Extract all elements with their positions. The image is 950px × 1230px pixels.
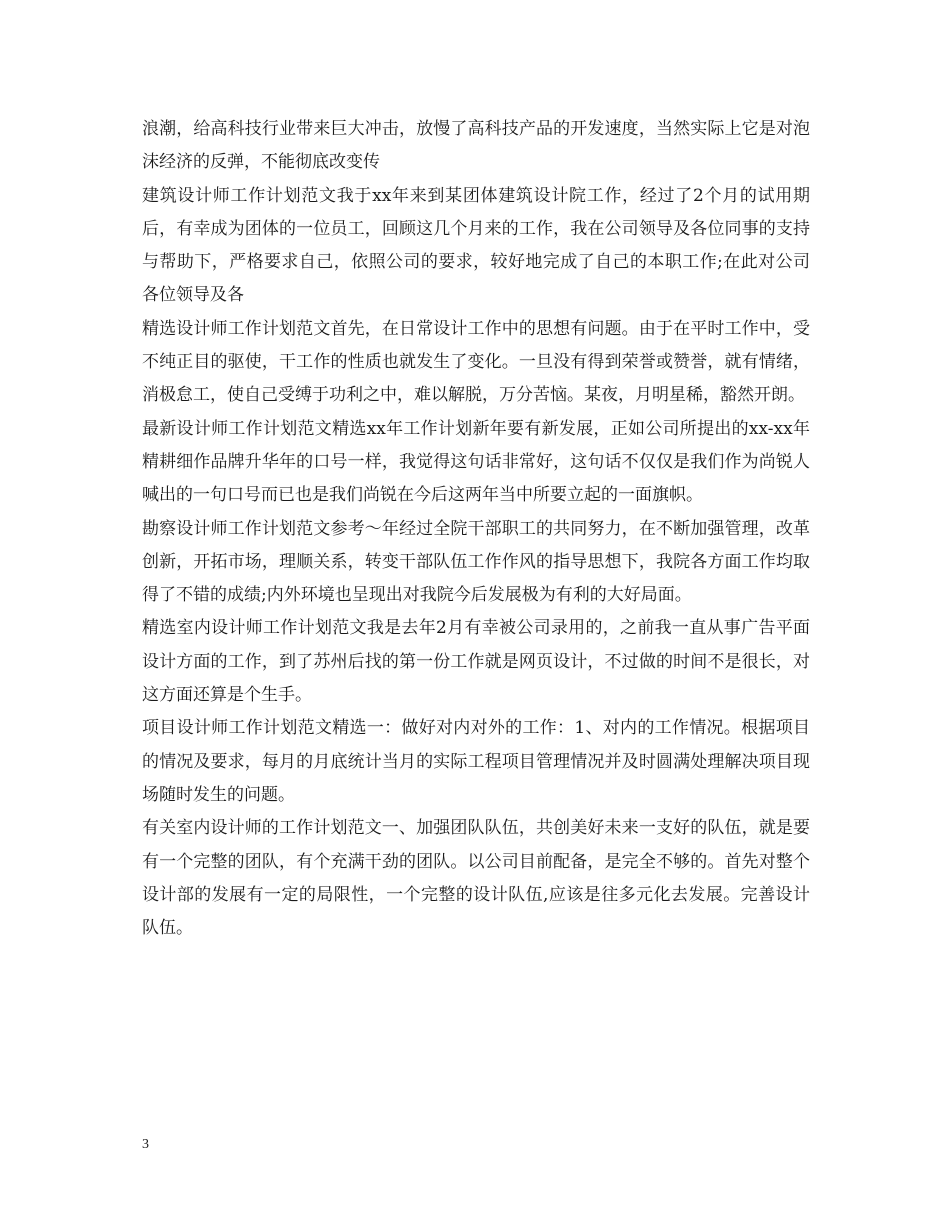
paragraph-3: 精选设计师工作计划范文首先，在日常设计工作中的思想有问题。由于在平时工作中，受不纯正目的驱使，干工作的性质也就发生了变化。一旦没有得到荣誉或赞誉，就有情绪，消极怠工，使自己受缚于功利之中，难以解脱，万分苦恼。某夜，月明星稀，豁然开朗。	[142, 318, 810, 406]
paragraph-4: 最新设计师工作计划范文精选xx年工作计划新年要有新发展，正如公司所提出的xx-xx年精耕细作品牌升华年的口号一样，我觉得这句话非常好，这句话不仅仅是我们作为尚锐人喊出的一句口号而已也是我们尚锐在今后这两年当中所要立起的一面旗帜。	[142, 418, 810, 506]
paragraph-6: 精选室内设计师工作计划范文我是去年2月有幸被公司录用的，之前我一直从事广告平面设计方面的工作，到了苏州后找的第一份工作就是网页设计，不过做的时间不是很长，对这方面还算是个生手。	[142, 618, 810, 706]
page-number: 3	[142, 1137, 149, 1152]
paragraph-8: 有关室内设计师的工作计划范文一、加强团队队伍，共创美好未来一支好的队伍，就是要有一个完整的团队，有个充满干劲的团队。以公司目前配备，是完全不够的。首先对整个设计部的发展有一定的局限性，一个完整的设计队伍,应该是往多元化去发展。完善设计队伍。	[142, 818, 810, 939]
paragraph-7: 项目设计师工作计划范文精选一：做好对内对外的工作：1、对内的工作情况。根据项目的情况及要求，每月的月底统计当月的实际工程项目管理情况并及时圆满处理解决项目现场随时发生的问题。	[142, 718, 810, 805]
paragraph-5: 勘察设计师工作计划范文参考～年经过全院干部职工的共同努力，在不断加强管理，改革创新，开拓市场，理顺关系，转变干部队伍工作作风的指导思想下，我院各方面工作均取得了不错的成绩;内外环境也呈现出对我院今后发展极为有利的大好局面。	[142, 518, 810, 606]
document-body	[142, 113, 810, 945]
paragraph-2: 建筑设计师工作计划范文我于xx年来到某团体建筑设计院工作，经过了2个月的试用期后，有幸成为团体的一位员工，回顾这几个月来的工作，我在公司领导及各位同事的支持与帮助下，严格要求自己，依照公司的要求，较好地完成了自己的本职工作;在此对公司各位领导及各	[142, 185, 810, 306]
paragraph-1: 浪潮，给高科技行业带来巨大冲击，放慢了高科技产品的开发速度，当然实际上它是对泡沫经济的反弹，不能彻底改变传	[142, 119, 810, 173]
